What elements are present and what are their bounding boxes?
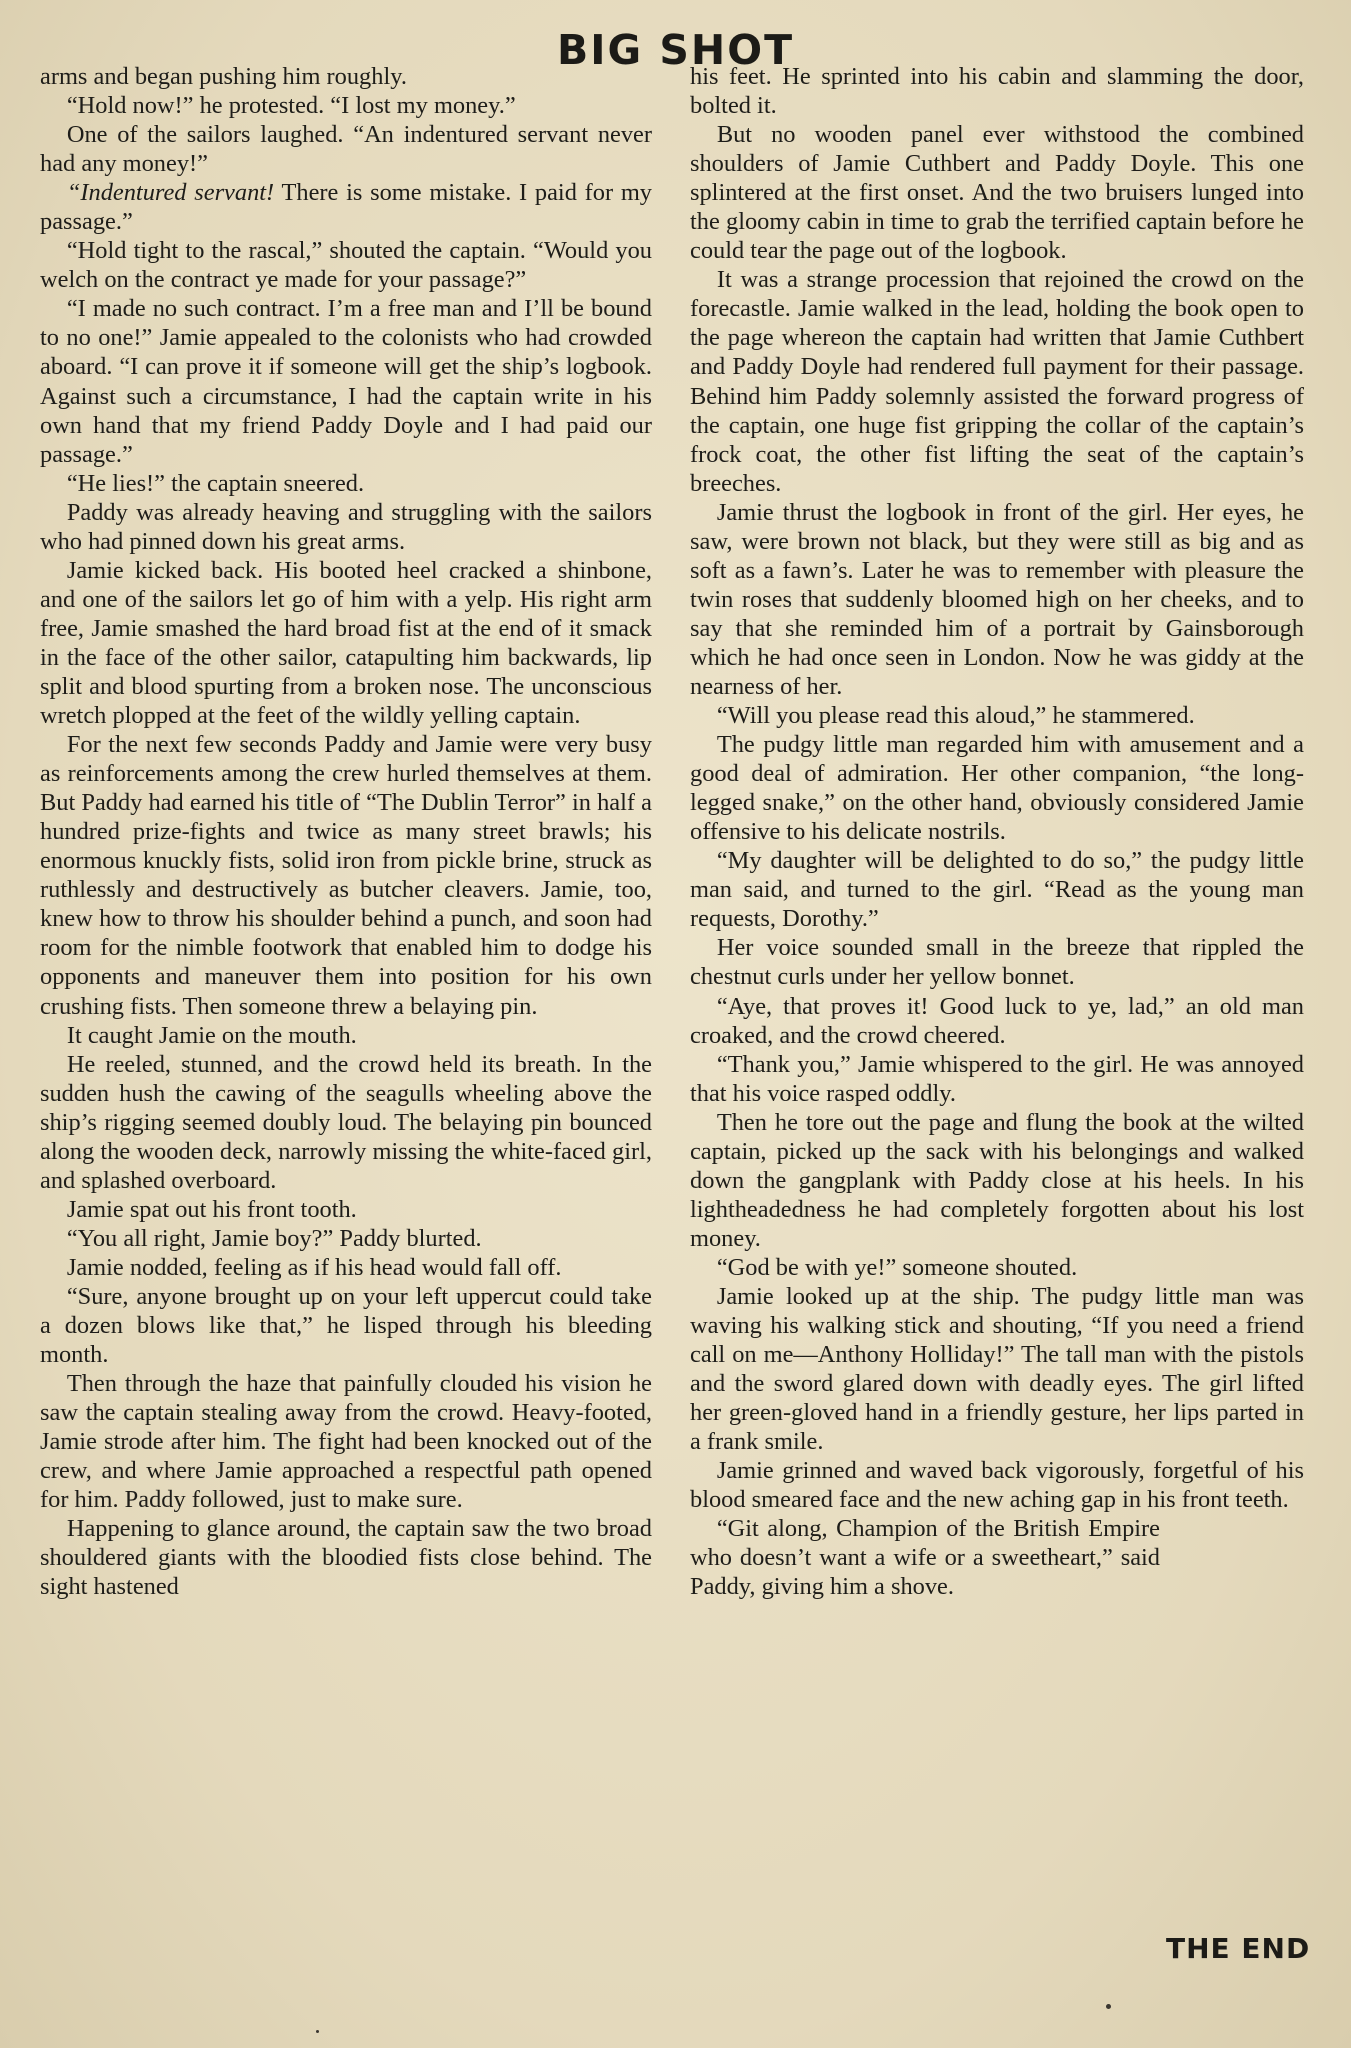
paragraph: It caught Jamie on the mouth. [66, 1021, 357, 1049]
print-speck [316, 2030, 319, 2033]
italic-text: “Indentured servant! [66, 179, 275, 207]
paragraph: Then through the haze that painfully clouded his vision he saw the captain stealing away from the crowd. Heavy-footed, Jamie strode after him. The fight had been knocked out of the crew, and where Jamie approached a respectful path opened for him. Paddy followed, just to make sure. [40, 1370, 652, 1514]
paragraph: Jamie spat out his front tooth. [66, 1195, 357, 1223]
paragraph: arms and began pushing him roughly. [40, 63, 407, 90]
paragraph: Then he tore out the page and flung the book at the wilted captain, picked up the sack with his belongings and walked down the gangplank with Paddy close at his heels. In his lightheadedness he had completely forgotten about his lost money. [690, 1108, 1304, 1252]
paragraph: It was a strange procession that rejoined the crowd on the forecastle. Jamie walked in the lead, holding the book open to the page whereon the captain had written that Jamie Cuthbert and Paddy Doyle had rendered full payment for their passage. Behind him Paddy solemnly assisted the forward progress of the captain, one huge fist gripping the collar of the captain’s frock coat, the other fist lifting the seat of the captain’s breeches. [690, 266, 1304, 497]
paragraph: “God be with ye!” someone shouted. [716, 1253, 1078, 1281]
paragraph: “My daughter will be delighted to do so,” the pudgy little man said, and turned to the girl. “Read as the young man requests, Dorothy.” [690, 847, 1304, 933]
the-end-label: THE END [1166, 1932, 1311, 1965]
paragraph: “Aye, that proves it! Good luck to ye, lad,” an old man croaked, and the crowd cheered. [690, 992, 1304, 1049]
paragraph: Jamie looked up at the ship. The pudgy little man was waving his walking stick and shouting, “If you need a friend call on me—Anthony Holliday!” The tall man with the pistols and the sword glared down with deadly eyes. The girl lifted her green-gloved hand in a friendly gesture, her lips parted in a frank smile. [690, 1282, 1304, 1456]
paragraph: his feet. He sprinted into his cabin and slamming the door, bolted it. [690, 63, 1304, 120]
paragraph: Jamie thrust the logbook in front of the girl. Her eyes, he saw, were brown not black, but they were still as big and as soft as a fawn’s. Later he was to remember with pleasure the twin roses that suddenly bloomed high on her cheeks, and to say that she reminded him of a portrait by Gainsborough which he had once seen in London. Now he was giddy at the nearness of her. [690, 498, 1304, 700]
paragraph: Jamie nodded, feeling as if his head would fall off. [66, 1253, 562, 1281]
paragraph: Her voice sounded small in the breeze that rippled the chestnut curls under her yellow bonnet. [690, 934, 1304, 991]
paragraph: “Git along, Champion of the British Empire who doesn’t want a wife or a sweetheart,” said Paddy, giving him a shove. [690, 1515, 1160, 1601]
paragraph: Jamie kicked back. His booted heel cracked a shinbone, and one of the sailors let go of him with a yelp. His right arm free, Jamie smashed the hard broad fist at the end of it smack in the face of the other sailor, catapulting him backwards, lip split and blood spurting from a broken nose. The unconscious wretch plopped at the feet of the wildly yelling captain. [40, 556, 652, 730]
print-speck [1106, 2004, 1111, 2009]
paragraph: “Hold tight to the rascal,” shouted the captain. “Would you welch on the contract ye made for your passage?” [40, 237, 652, 294]
paragraph: The pudgy little man regarded him with amusement and a good deal of admiration. Her other companion, “the long-legged snake,” on the other hand, obviously considered Jamie offensive to his delicate nostrils. [690, 731, 1304, 846]
paragraph: Happening to glance around, the captain saw the two broad shouldered giants with the bloodied fists close behind. The sight hastened [40, 1515, 652, 1601]
paragraph [40, 178, 652, 236]
paragraph: One of the sailors laughed. “An indentured servant never had any money!” [40, 121, 652, 178]
paragraph: “Sure, anyone brought up on your left uppercut could take a dozen blows like that,” he lisped through his bleeding month. [40, 1282, 652, 1369]
paragraph: “Hold now!” he protested. “I lost my money.” [66, 92, 516, 120]
paragraph: “Will you please read this aloud,” he stammered. [716, 702, 1195, 730]
paragraph: “Thank you,” Jamie whispered to the girl. He was annoyed that his voice rasped oddly. [690, 1050, 1304, 1107]
paragraph: He reeled, stunned, and the crowd held its breath. In the sudden hush the cawing of the seagulls wheeling above the ship’s rigging seemed doubly loud. The belaying pin bounced along the wooden deck, narrowly missing the white-faced girl, and splashed overboard. [40, 1050, 652, 1194]
paragraph: “He lies!” the captain sneered. [66, 469, 365, 497]
paragraph: Paddy was already heaving and struggling with the sailors who had pinned down his great arms. [40, 498, 652, 555]
left-column [40, 62, 652, 1601]
paragraph: “I made no such contract. I’m a free man and I’ll be bound to no one!” Jamie appealed to the colonists who had crowded aboard. “I can prove it if someone will get the ship’s logbook. Against such a circumstance, I had the captain write in his own hand that my friend Paddy Doyle and I had paid our passage.” [40, 295, 652, 468]
right-column [690, 62, 1304, 1601]
paragraph: For the next few seconds Paddy and Jamie were very busy as reinforcements among the crew hurled themselves at them. But Paddy had earned his title of “The Dublin Terror” in half a hundred prize-fights and twice as many street brawls; his enormous knuckly fists, solid iron from pickle brine, struck as ruthlessly and destructively as butcher cleavers. Jamie, too, knew how to throw his shoulder behind a punch, and soon had room for the nimble footwork that enabled him to dodge his opponents and maneuver them into position for his own crushing fists. Then someone threw a belaying pin. [40, 731, 652, 1020]
paragraph: But no wooden panel ever withstood the combined shoulders of Jamie Cuthbert and Paddy Doyle. This one splintered at the first onset. And the two bruisers lunged into the gloomy cabin in time to grab the terrified captain before he could tear the page out of the logbook. [690, 121, 1304, 265]
paragraph: Jamie grinned and waved back vigorously, forgetful of his blood smeared face and the new aching gap in his front teeth. [690, 1457, 1304, 1514]
page-title: BIG SHOT [556, 26, 795, 74]
paragraph: “You all right, Jamie boy?” Paddy blurted. [66, 1224, 482, 1252]
paragraph-text: There is some mistake. I paid for my passage.” [40, 179, 652, 236]
